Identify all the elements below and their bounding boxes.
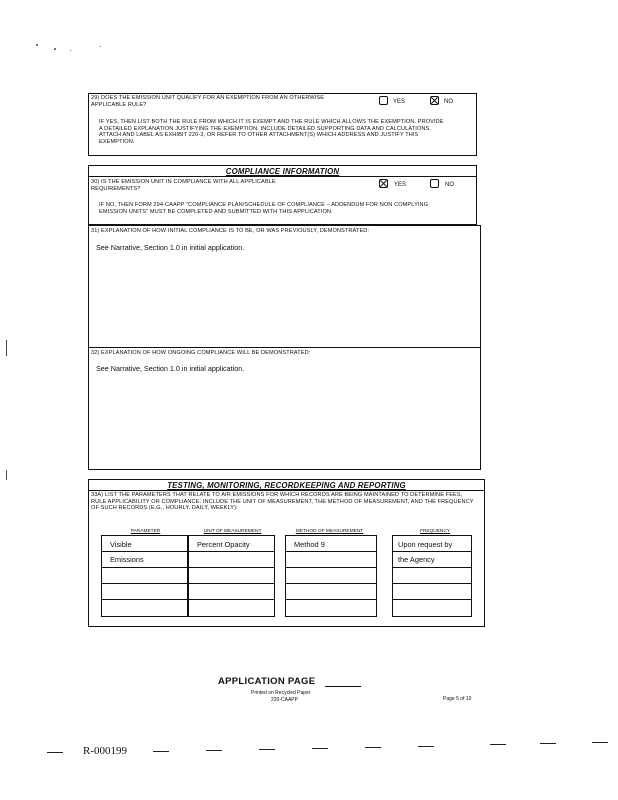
row-divider <box>393 567 471 568</box>
q29-no-label: NO <box>444 99 453 105</box>
margin-dash <box>47 752 63 753</box>
compliance-header: COMPLIANCE INFORMATION <box>225 167 340 176</box>
margin-dash <box>592 742 608 743</box>
margin-dash <box>490 744 506 745</box>
testing-header: TESTING, MONITORING, RECORDKEEPING AND REPORTING <box>167 481 406 490</box>
margin-dash <box>365 747 381 748</box>
frequency-cell[interactable]: the Agency <box>398 555 435 564</box>
q31-question: 31) EXPLANATION OF HOW INITIAL COMPLIANCE IS TO BE, OR WAS PREVIOUSLY, DEMONSTRATED: <box>91 228 370 234</box>
row-divider <box>393 599 471 600</box>
row-divider <box>189 583 274 584</box>
row-divider <box>102 583 187 584</box>
q29-question: 29) DOES THE EMISSION UNIT QUALIFY FOR AN EXEMPTION FROM AN OTHERWISE APPLICABLE RULE? <box>91 95 325 108</box>
q30-no-checkbox[interactable] <box>430 179 439 188</box>
margin-dash <box>418 746 434 747</box>
compliance-section <box>88 165 477 225</box>
q29-no-checkbox[interactable] <box>430 96 439 105</box>
row-divider <box>286 551 376 552</box>
frequency-column-header: FREQUENCY <box>419 529 451 534</box>
margin-dash <box>259 749 275 750</box>
margin-dash <box>153 751 169 752</box>
unit-column-header: UNIT OF MEASUREMENT <box>203 529 262 534</box>
row-divider <box>102 551 187 552</box>
scan-speck <box>100 46 101 47</box>
margin-dash <box>206 750 222 751</box>
bates-number: R-000199 <box>83 745 127 757</box>
q29-yes-label: YES <box>393 99 406 105</box>
row-divider <box>286 583 376 584</box>
unit-cell[interactable]: Percent Opacity <box>197 540 250 549</box>
q29-yes-checkbox[interactable] <box>379 96 388 105</box>
row-divider <box>189 567 274 568</box>
ongoing-compliance-box <box>88 347 481 470</box>
row-divider <box>286 599 376 600</box>
scan-speck <box>6 340 7 356</box>
q30-instruction: IF NO, THEN FORM 294-CAAPP "COMPLIANCE PLAN/SCHEDULE OF COMPLIANCE – ADDENDUM FOR NON COMPLYING EMISSION UNITS" MUST BE COMPLETED AND SUBMITTED WITH THIS APPLICATION. <box>99 202 429 215</box>
parameter-cell[interactable]: Emissions <box>110 555 144 564</box>
testing-header-rule <box>89 490 484 491</box>
page-number: Page 5 of 10 <box>443 696 472 702</box>
parameter-cell[interactable]: Visible <box>110 540 132 549</box>
q30-yes-checkbox[interactable] <box>379 179 388 188</box>
initial-compliance-box <box>88 225 481 348</box>
row-divider <box>102 599 187 600</box>
method-cell[interactable]: Method 9 <box>294 540 325 549</box>
margin-dash <box>312 748 328 749</box>
margin-dash <box>540 743 556 744</box>
q32-answer[interactable]: See Narrative, Section 1.0 in initial application. <box>96 364 245 373</box>
row-divider <box>102 567 187 568</box>
form-number: 220-CAAPP <box>271 697 298 703</box>
testing-section <box>88 479 485 627</box>
compliance-header-rule <box>89 176 476 177</box>
method-column-header: METHOD OF MEASUREMENT <box>295 529 364 534</box>
method-column <box>285 535 377 617</box>
unit-column <box>188 535 275 617</box>
q31-answer[interactable]: See Narrative, Section 1.0 in initial application. <box>96 243 245 252</box>
scan-speck <box>70 50 71 51</box>
row-divider <box>286 567 376 568</box>
scan-speck <box>6 470 7 480</box>
frequency-cell[interactable]: Upon request by <box>398 540 453 549</box>
q33a-question: 33A) LIST THE PARAMETERS THAT RELATE TO AIR EMISSIONS FOR WHICH RECORDS ARE BEING MAINTAINED TO DETERMINE FEES, RULE APPLICABILITY OR COMPLIANCE. INCLUDE THE UNIT OF MEASUREMENT, THE METHOD OF MEASUREMENT, AND THE FREQUENCY OF SUCH RECORDS (E.G., HOURLY, DAILY, WEEKLY): <box>91 492 474 512</box>
application-page-title: APPLICATION PAGE <box>218 676 316 687</box>
application-page-blank <box>325 686 361 687</box>
q32-question: 32) EXPLANATION OF HOW ONGOING COMPLIANCE WILL BE DEMONSTRATED: <box>91 350 311 356</box>
q30-question: 30) IS THE EMISSION UNIT IN COMPLIANCE WITH ALL APPLICABLE REQUIREMENTS? <box>91 179 276 192</box>
recycled-paper-note: Printed on Recycled Paper <box>251 690 311 696</box>
scan-speck <box>36 44 38 46</box>
q30-yes-label: YES <box>394 182 407 188</box>
row-divider <box>393 551 471 552</box>
row-divider <box>393 583 471 584</box>
parameter-column <box>101 535 188 617</box>
row-divider <box>189 551 274 552</box>
scan-speck <box>54 48 56 50</box>
q30-no-label: NO <box>445 182 454 188</box>
exemption-section <box>88 93 477 156</box>
parameter-column-header: PARAMETER <box>130 529 161 534</box>
row-divider <box>189 599 274 600</box>
frequency-column <box>392 535 472 617</box>
q29-instruction: IF YES, THEN LIST BOTH THE RULE FROM WHICH IT IS EXEMPT AND THE RULE WHICH ALLOWS THE EXEMPTION. PROVIDE A DETAILED EXPLANATION JUSTIFYING THE EXEMPTION. INCLUDE DETAILED SUPPORTING DATA AND CALCULATIONS. ATTACH AND LABEL AS EXHIBIT 220-3, OR REFER TO OTHER ATTACHMENT(S) WHICH ADDRESS AND JUSTIFY THIS EXEMPTION. <box>99 119 444 145</box>
